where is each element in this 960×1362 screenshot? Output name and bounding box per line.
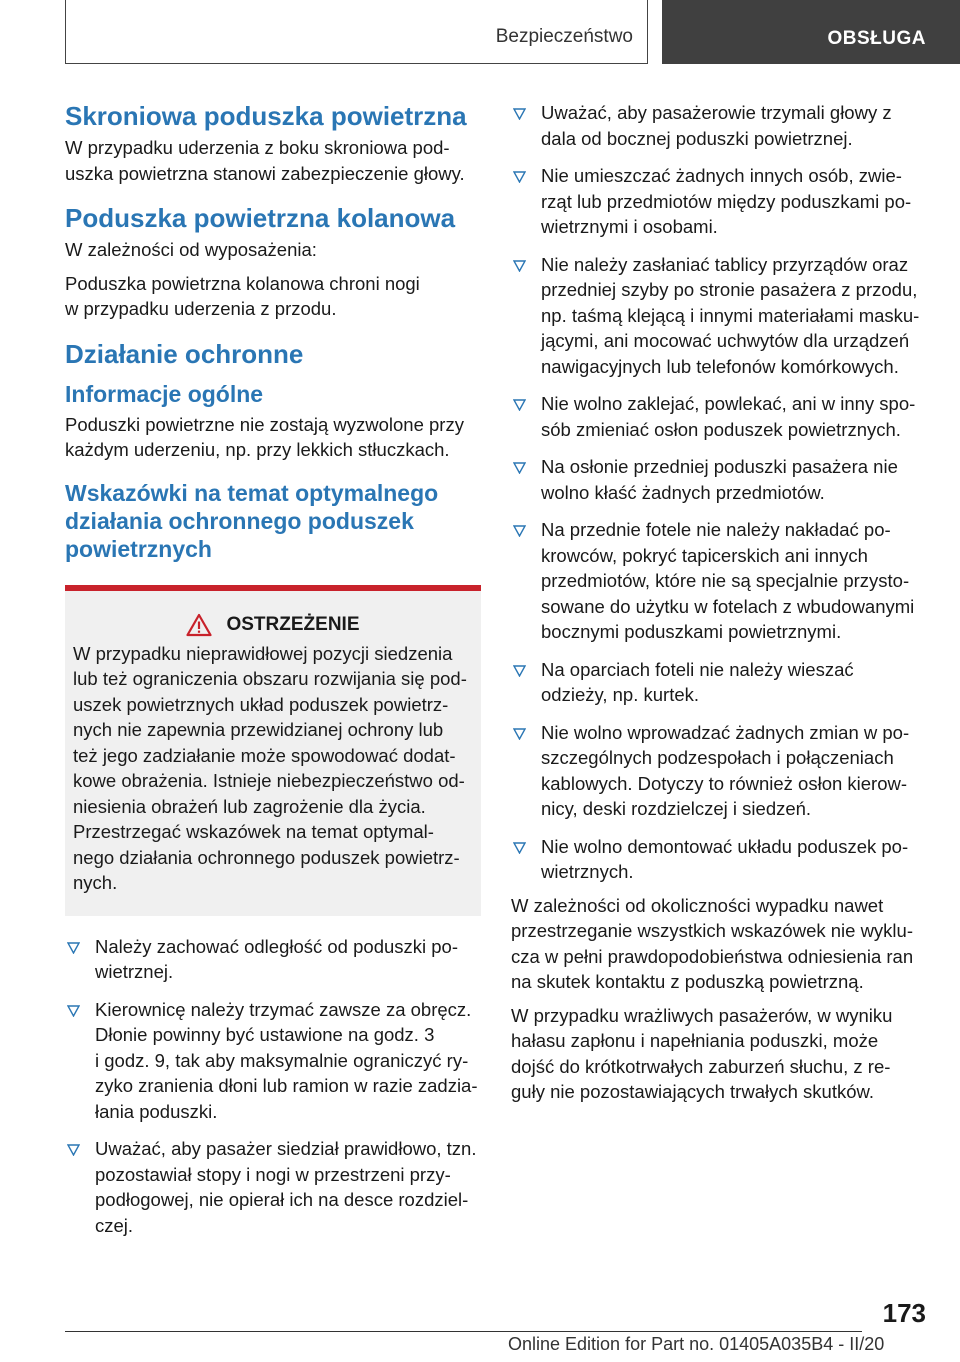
- list-item: Nie wolno demontować układu poduszek po‐ wietrznych.: [511, 834, 931, 885]
- paragraph-side-airbag: W przypadku uderzenia z boku skroniowa pod‐ uszka powietrzna stanowi zabezpieczenie głowy.: [65, 137, 465, 184]
- warning-title: OSTRZEŻENIE: [226, 613, 360, 635]
- header-chapter-title: OBSŁUGA: [827, 28, 926, 49]
- list-item: Nie należy zasłaniać tablicy przyrządów oraz przedniej szyby po stronie pasażera z przodu, np. taśmą klejącą i innymi materiałami masku‐ jącymi, ani mocować uchwytów dla urządzeń nawigacyjnych lub telefonów komórkowych.: [511, 252, 931, 380]
- right-bullet-list: [511, 100, 931, 885]
- list-item: Nie umieszczać żadnych innych osób, zwie‐ rząt lub przedmiotów między poduszkami po‐ wietrznymi i osobami.: [511, 163, 931, 240]
- heading-side-airbag: Skroniowa poduszka powietrzna: [65, 101, 467, 131]
- bullet-triangle-icon: [67, 942, 80, 954]
- list-item: Nie wolno wprowadzać żadnych zmian w po‐ szczególnych podzespołach i połączeniach kablowych. Dotyczy to również osłon kierow‐ nicy, deski rozdzielczej i siedzeń.: [511, 720, 931, 822]
- heading-protective-action: Działanie ochronne: [65, 338, 304, 369]
- page-number: 173: [882, 1298, 926, 1328]
- list-item: Na przednie fotele nie należy nakładać po‐ krowców, pokryć tapicerskich ani innych przedmiotów, które nie są specjalnie przysto‐ sowane do użytku w fotelach z wbudowanymi bocznymi poduszkami powietrznymi.: [511, 517, 931, 645]
- left-column: [65, 100, 481, 1250]
- paragraph-equipment: W zależności od wyposażenia:: [65, 239, 317, 260]
- footer-edition: Online Edition for Part no. 01405A035B4 - II/20: [508, 1334, 885, 1354]
- footer-divider: [65, 1331, 862, 1332]
- bullet-triangle-icon: [513, 108, 526, 120]
- right-column: [511, 100, 931, 1113]
- heading-knee-airbag: Poduszka powietrzna kolanowa: [65, 203, 456, 233]
- list-item: Należy zachować odległość od poduszki po‐ wietrznej.: [65, 934, 481, 985]
- heading-general-info: Informacje ogólne: [65, 380, 264, 407]
- bullet-triangle-icon: [67, 1144, 80, 1156]
- header-section-title: Bezpieczeństwo: [495, 26, 633, 47]
- paragraph-knee-airbag: Poduszka powietrzna kolanowa chroni nogi w przypadku uderzenia z przodu.: [65, 272, 420, 319]
- list-item: Uważać, aby pasażer siedział prawidłowo, tzn. pozostawiał stopy i nogi w przestrzeni przy‐ podłogowej, nie opierał ich na desce rozdziel‐ czej.: [65, 1136, 481, 1238]
- list-item: Na osłonie przedniej poduszki pasażera nie wolno kłaść żadnych przedmiotów.: [511, 454, 931, 505]
- paragraph-accident-circumstances: W zależności od okoliczności wypadku nawet przestrzeganie wszystkich wskazówek nie wyklu‐ cza w pełni prawdopodobieństwa odniesienia ran na skutek kontaktu z poduszką powietrzną.: [511, 894, 914, 992]
- warning-title-row: [73, 613, 473, 637]
- header-chapter-tab: [662, 0, 960, 64]
- warning-text: W przypadku nieprawidłowej pozycji siedzenia lub też ograniczenia obszaru rozwijania się pod‐ uszek powietrznych układ poduszek powietrz‐ nych nie zapewnia przewidzianej ochrony lub też jego zadziałanie może spowodować dodat‐ kowe obrażenia. Istnieje niebezpieczeństwo od‐ niesienia obrażeń lub zagrożenie dla życia. Przestrzegać wskazówek na temat optymal‐ nego działania ochronnego poduszek powietrz‐ nych.: [73, 642, 467, 893]
- bullet-triangle-icon: [513, 171, 526, 183]
- bullet-triangle-icon: [513, 728, 526, 740]
- bullet-triangle-icon: [513, 399, 526, 411]
- header-section-tab: [65, 0, 648, 64]
- paragraph-general-info: Poduszki powietrzne nie zostają wyzwolone przy każdym uderzeniu, np. przy lekkich stłuczkach.: [65, 413, 464, 460]
- left-bullet-list: [65, 934, 481, 1239]
- list-item: Nie wolno zaklejać, powlekać, ani w inny spo‐ sób zmieniać osłon poduszek powietrznych.: [511, 391, 931, 442]
- heading-optimal-protection: Wskazówki na temat optymalnego działania ochronnego poduszek powietrznych: [65, 479, 439, 562]
- bullet-triangle-icon: [513, 260, 526, 272]
- bullet-triangle-icon: [513, 525, 526, 537]
- list-item: Na oparciach foteli nie należy wieszać odzieży, np. kurtek.: [511, 657, 931, 708]
- paragraph-sensitive-passengers: W przypadku wrażliwych pasażerów, w wyniku hałasu zapłonu i napełniania poduszki, może dojść do krótkotrwałych zaburzeń słuchu, z re‐ guły nie pozostawiających trwałych skutków.: [511, 1004, 893, 1102]
- bullet-triangle-icon: [513, 462, 526, 474]
- list-item: Kierownicę należy trzymać zawsze za obręcz. Dłonie powinny być ustawione na godz. 3 i godz. 9, tak aby maksymalnie ograniczyć ry‐ zyko zranienia dłoni lub ramion w razie zadzia‐ łania poduszki.: [65, 997, 481, 1125]
- list-item: Uważać, aby pasażerowie trzymali głowy z dala od bocznej poduszki powietrznej.: [511, 100, 931, 151]
- warning-box: [65, 591, 481, 916]
- warning-triangle-icon: [186, 613, 212, 637]
- bullet-triangle-icon: [513, 665, 526, 677]
- bullet-triangle-icon: [513, 842, 526, 854]
- bullet-triangle-icon: [67, 1005, 80, 1017]
